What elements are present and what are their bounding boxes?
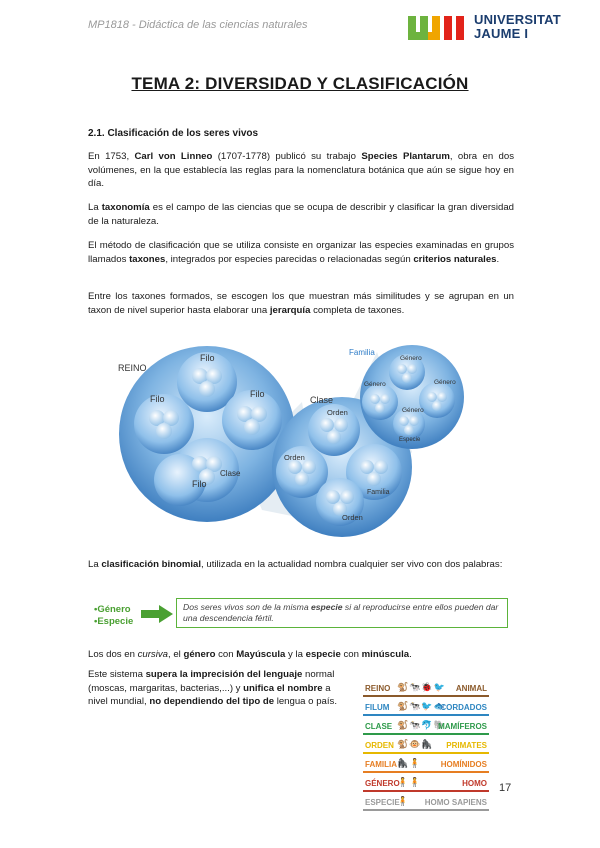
- label-orden-1: Orden: [327, 408, 348, 417]
- page-title: TEMA 2: DIVERSIDAD Y CLASIFICACIÓN: [131, 74, 469, 93]
- animal-icons: 🧍🧍: [397, 777, 422, 787]
- taxonomy-row: [363, 699, 489, 716]
- taxonomy-level: GÉNERO: [365, 779, 400, 788]
- paragraph-binomial: La clasificación binomial, utilizada en la actualidad nombra cualquier ser vivo con dos palabras:: [88, 559, 503, 570]
- label-genero-4: Género: [402, 407, 424, 414]
- taxonomy-bar: [363, 752, 489, 754]
- taxonomy-level: CLASE: [365, 722, 393, 731]
- paragraph-taxonomia: La taxonomía es el campo de las ciencias que se ocupa de describir y clasificar la gran diversidad de la naturaleza.: [88, 202, 514, 227]
- taxonomy-value: MAMÍFEROS: [438, 722, 487, 731]
- taxonomy-levels-table: [363, 680, 489, 814]
- taxonomy-row: [363, 737, 489, 754]
- label-orden-3: Orden: [342, 513, 363, 522]
- taxonomy-row: [363, 794, 489, 811]
- taxonomy-row: [363, 718, 489, 735]
- taxonomy-level: FILUM: [365, 703, 390, 712]
- taxonomy-level: REINO: [365, 684, 391, 693]
- label-especie: Especie: [399, 437, 421, 443]
- term-especie: •Especie: [94, 616, 134, 627]
- taxonomy-bar: [363, 695, 489, 697]
- paragraph-cursiva: Los dos en cursiva, el género con Mayúscula y la especie con minúscula.: [88, 649, 412, 660]
- taxonomy-level: ORDEN: [365, 741, 394, 750]
- term-genero: •Género: [94, 604, 131, 615]
- animal-icons: 🦍🧍: [397, 758, 422, 768]
- taxon-hierarchy-figure: [112, 342, 497, 547]
- taxonomy-bar: [363, 790, 489, 792]
- animal-icons: 🧍: [397, 796, 410, 806]
- label-orden-2: Orden: [284, 453, 305, 462]
- animal-icons: 🐒🐵🦍: [397, 739, 434, 749]
- university-name-line2: JAUME I: [474, 26, 529, 41]
- label-filo-4: Filo: [192, 479, 207, 489]
- taxonomy-value: ANIMAL: [455, 684, 487, 693]
- species-definition-box: Dos seres vivos son de la misma especie si al reproducirse entre ellos pueden dar una descendencia fértil.: [176, 598, 508, 628]
- label-genero-3: Género: [434, 379, 456, 386]
- course-header: MP1818 - Didáctica de las ciencias naturales: [88, 19, 308, 31]
- label-reino: REINO: [118, 363, 147, 373]
- taxonomy-level: ESPECIE: [365, 798, 400, 807]
- label-genero-1: Género: [400, 355, 422, 362]
- section-heading: 2.1. Clasificación de los seres vivos: [88, 128, 259, 139]
- taxonomy-value: HOMO SAPIENS: [424, 798, 487, 807]
- taxonomy-bar: [363, 714, 489, 716]
- university-name-line1: UNIVERSITAT: [474, 12, 561, 27]
- taxonomy-value: CORDADOS: [440, 703, 487, 712]
- binomial-terms: [94, 604, 133, 628]
- paragraph-linneo: En 1753, Carl von Linneo (1707-1778) publicó su trabajo Species Plantarum, obra en dos volúmenes, en la que establecía las reglas para la nomenclatura botánica que aún se sigue hoy en día.: [88, 151, 514, 189]
- taxonomy-value: HOMO: [462, 779, 487, 788]
- animal-icons: 🐒🐄🐞🐦: [397, 682, 446, 692]
- university-name: [474, 13, 561, 41]
- label-filo-2: Filo: [150, 394, 165, 404]
- paragraph-sistema: Este sistema supera la imprecisión del lenguaje normal (moscas, margaritas, bacterias,...) y unifica el nombre a nivel mundial, no dependiendo del tipo de lengua o país.: [88, 669, 337, 707]
- taxonomy-row: [363, 756, 489, 773]
- right-arrow-icon: [141, 605, 173, 623]
- label-clase: Clase: [310, 395, 334, 405]
- taxonomy-value: HOMÍNIDOS: [440, 760, 487, 769]
- taxonomy-row: [363, 680, 489, 697]
- label-clase-small: Clase: [220, 469, 241, 478]
- taxonomy-level: FAMILIA: [365, 760, 397, 769]
- label-familia-small: Familia: [367, 489, 390, 496]
- taxonomy-bar: [363, 771, 489, 773]
- label-filo-1: Filo: [200, 353, 215, 363]
- label-genero-2: Género: [364, 381, 386, 388]
- taxonomy-bar: [363, 809, 489, 811]
- paragraph-jerarquia: Entre los taxones formados, se escogen los que muestran más similitudes y se agrupan en un taxon de nivel superior hasta elaborar una jerarquía completa de taxones.: [88, 291, 514, 316]
- taxonomy-bar: [363, 733, 489, 735]
- page-number: 17: [499, 782, 512, 794]
- animal-icons: 🐒🐄🐦🐟: [397, 701, 446, 711]
- label-familia: Familia: [349, 348, 375, 357]
- taxonomy-value: PRIMATES: [446, 741, 487, 750]
- animal-icons: 🐒🐄🐬🐘: [397, 720, 446, 730]
- taxonomy-row: [363, 775, 489, 792]
- label-filo-3: Filo: [250, 389, 265, 399]
- paragraph-metodo: El método de clasificación que se utiliza consiste en organizar las especies examinadas en grupos llamados taxones, integrados por especies parecidas o relacionadas según criterios naturales.: [88, 240, 514, 265]
